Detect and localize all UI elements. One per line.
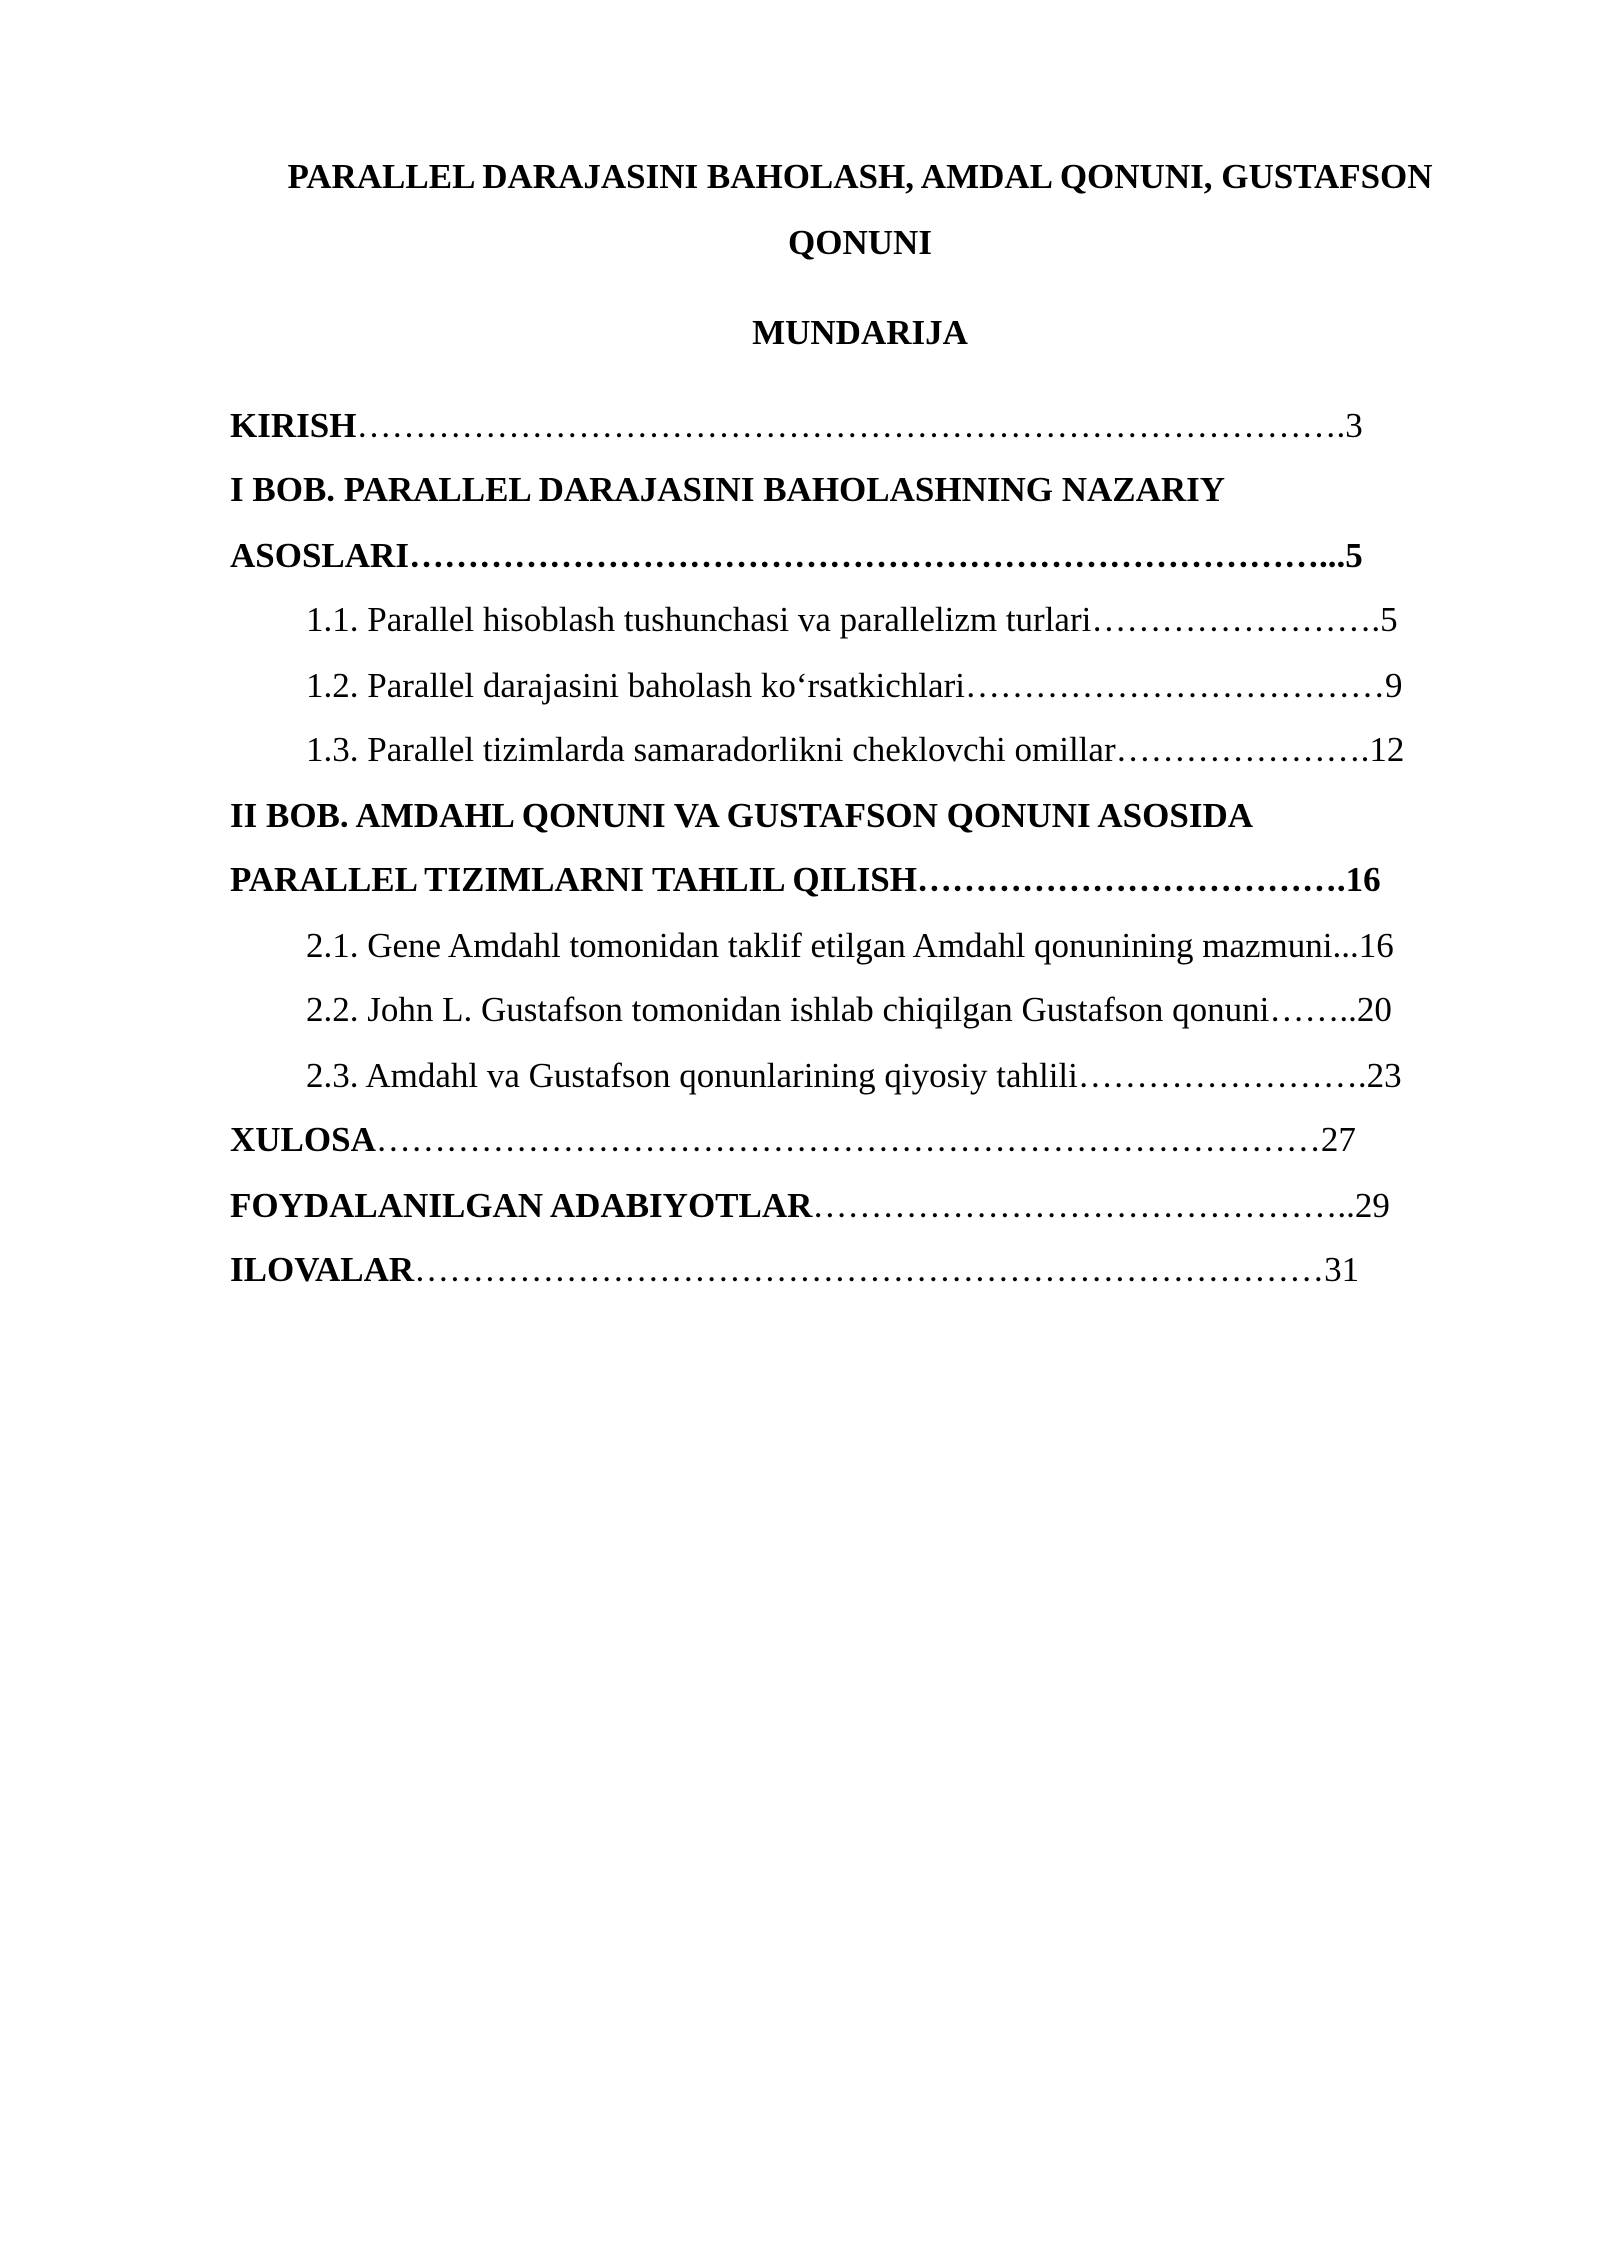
toc-entry-2-3: 2.3. Amdahl va Gustafson qonunlarining qiyosiy tahlili…………………….23: [306, 1056, 1402, 1095]
toc-entry-label: FOYDALANILGAN ADABIYOTLAR: [230, 1186, 813, 1225]
toc-entry-1-3: 1.3. Parallel tizimlarda samaradorlikni cheklovchi omillar………………….12: [306, 730, 1405, 769]
toc-entry-ilovalar: [230, 1244, 1359, 1296]
toc-entry-label: XULOSA: [230, 1120, 376, 1159]
toc-entry-leader-page: ………………………………………………………………………….3: [356, 406, 1363, 445]
toc-entry-2-2: 2.2. John L. Gustafson tomonidan ishlab chiqilgan Gustafson qonuni……..20: [306, 990, 1392, 1029]
toc-entry-adabiyotlar: [230, 1180, 1390, 1232]
document-title-line-2: QONUNI: [788, 223, 932, 262]
toc-entry-bob1-line-2: ASOSLARI……………………………………………………………………...5: [230, 536, 1363, 575]
toc-entry-leader-page: ………………………………………..29: [812, 1186, 1390, 1225]
toc-entry-bob2-line-1: II BOB. AMDAHL QONUNI VA GUSTAFSON QONUNI ASOSIDA: [230, 796, 1253, 835]
toc-entry-leader-page: ……………………………………………………………………31: [414, 1250, 1360, 1289]
toc-entry-xulosa: [230, 1114, 1356, 1166]
toc-entry-2-1: 2.1. Gene Amdahl tomonidan taklif etilgan Amdahl qonunining mazmuni...16: [306, 926, 1394, 965]
toc-entry-label: KIRISH: [230, 406, 357, 445]
toc-entry-1-1: 1.1. Parallel hisoblash tushunchasi va parallelizm turlari…………………….5: [306, 600, 1398, 639]
document-title-line-1: PARALLEL DARAJASINI BAHOLASH, AMDAL QONUNI, GUSTAFSON: [287, 157, 1433, 196]
toc-heading: MUNDARIJA: [752, 313, 968, 352]
toc-entry-label: ILOVALAR: [230, 1250, 415, 1289]
toc-entry-bob2-line-2: PARALLEL TIZIMLARNI TAHLIL QILISH……………………………….16: [230, 860, 1381, 899]
toc-entry-leader-page: ………………………………………………………………………27: [375, 1120, 1356, 1159]
toc-entry-1-2: 1.2. Parallel darajasini baholash ko‘rsatkichlari………………………………9: [306, 666, 1403, 705]
toc-entry-bob1-line-1: I BOB. PARALLEL DARAJASINI BAHOLASHNING NAZARIY: [230, 470, 1226, 509]
toc-entry-kirish: [230, 400, 1363, 452]
document-title: [200, 144, 1520, 276]
